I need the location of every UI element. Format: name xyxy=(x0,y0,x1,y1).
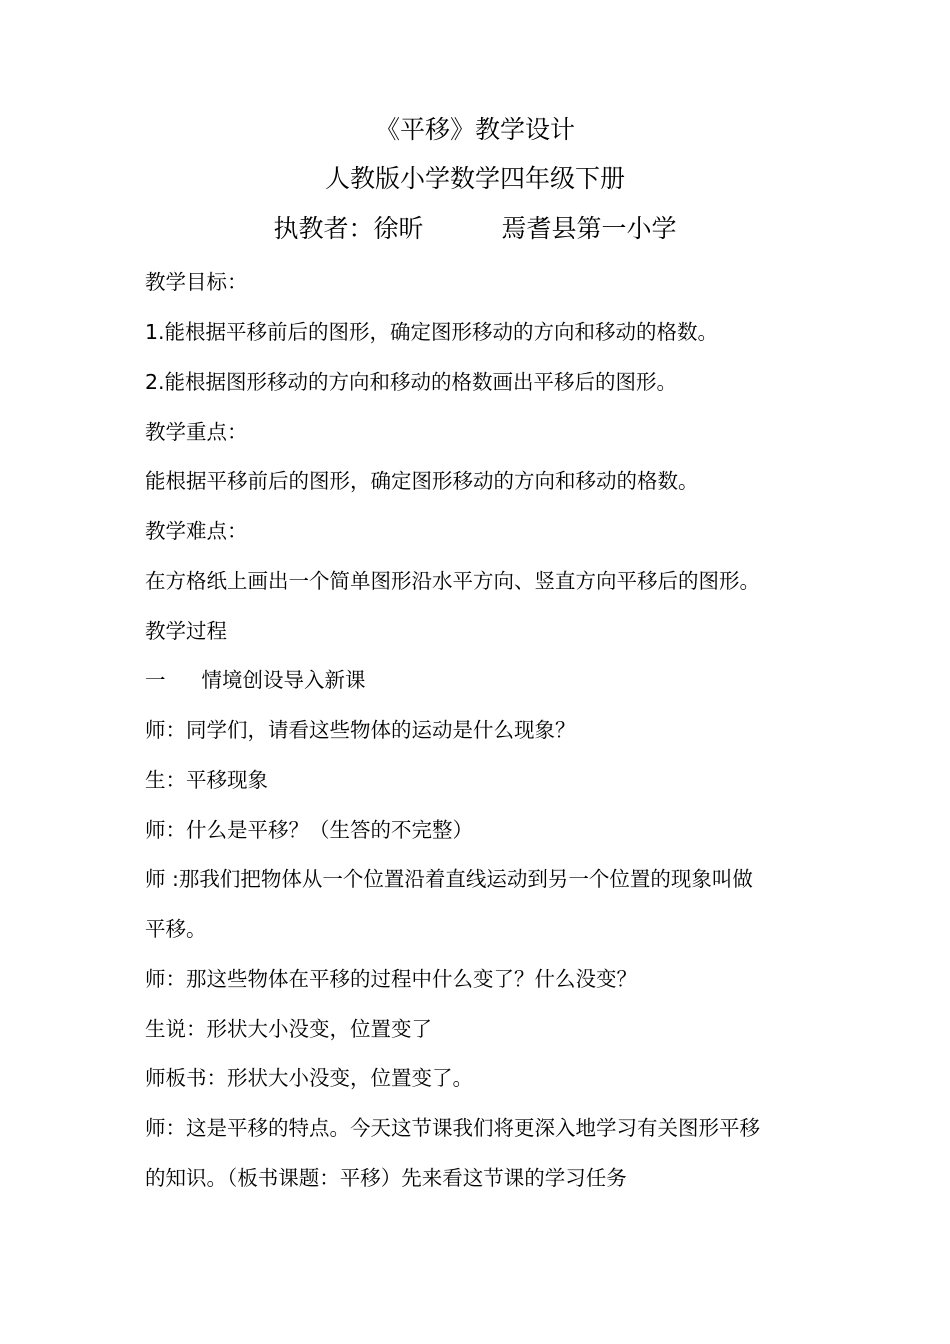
objective-1: 1.能根据平移前后的图形，确定图形移动的方向和移动的格数。 xyxy=(145,320,719,344)
section-1-title: 情境创设导入新课 xyxy=(201,668,366,692)
author-line xyxy=(0,213,950,245)
dialogue-line: 平移。 xyxy=(145,917,207,941)
document-subtitle: 人教版小学数学四年级下册 xyxy=(324,164,625,193)
dialogue-line: 师：什么是平移？（生答的不完整） xyxy=(145,818,473,842)
difficulty-text: 在方格纸上画出一个简单图形沿水平方向、竖直方向平移后的图形。 xyxy=(145,569,760,593)
dialogue-line: 师板书：形状大小没变，位置变了。 xyxy=(145,1066,473,1090)
dialogue-line: 生：平移现象 xyxy=(145,768,268,792)
dialogue-line: 师：同学们，请看这些物体的运动是什么现象？ xyxy=(145,718,576,742)
objective-2: 2.能根据图形移动的方向和移动的格数画出平移后的图形。 xyxy=(145,370,678,394)
dialogue-line: 的知识。（板书课题：平移）先来看这节课的学习任务 xyxy=(145,1166,627,1190)
section-1-heading xyxy=(145,666,366,694)
dialogue-line: 师：这是平移的特点。今天这节课我们将更深入地学习有关图形平移 xyxy=(145,1116,760,1140)
dialogue-line: 生说：形状大小没变，位置变了 xyxy=(145,1017,432,1041)
school-name: 焉耆县第一小学 xyxy=(501,214,677,243)
keypoint-heading: 教学重点： xyxy=(145,420,248,444)
difficulty-heading: 教学难点： xyxy=(145,519,248,543)
document-title: 《平移》教学设计 xyxy=(374,115,575,144)
objectives-heading: 教学目标： xyxy=(145,270,248,294)
dialogue-line: 师 :那我们把物体从一个位置沿着直线运动到另一个位置的现象叫做 xyxy=(145,867,753,891)
dialogue-line: 师：那这些物体在平移的过程中什么变了？什么没变？ xyxy=(145,967,637,991)
section-1-number: 一 xyxy=(145,668,166,692)
keypoint-text: 能根据平移前后的图形，确定图形移动的方向和移动的格数。 xyxy=(145,469,699,493)
process-heading: 教学过程 xyxy=(145,619,227,643)
teacher-name: 执教者：徐昕 xyxy=(273,214,424,243)
